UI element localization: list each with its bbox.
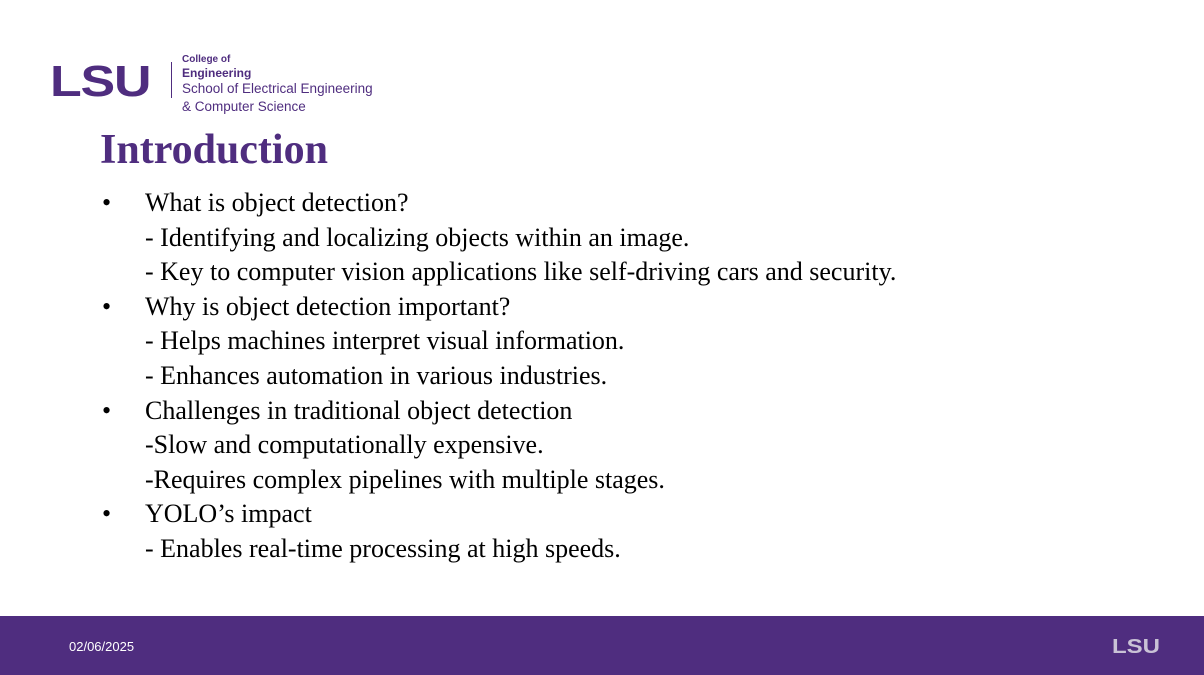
bullet-icon: •: [102, 291, 112, 321]
bullet-sub: - Enables real-time processing at high speeds.: [145, 533, 621, 563]
list-item: [100, 186, 896, 290]
bullet-icon: •: [102, 499, 112, 529]
bullet-heading: YOLO’s impact: [145, 499, 312, 529]
logo-text: [182, 54, 373, 116]
college-of-label: College of: [182, 54, 231, 65]
bullet-list: [100, 186, 896, 567]
list-item: [100, 394, 896, 498]
logo-divider: [171, 62, 172, 98]
school-line-2: & Computer Science: [182, 99, 306, 114]
list-item: [100, 290, 896, 394]
bullet-sub: - Enhances automation in various industries.: [145, 360, 608, 390]
bullet-icon: •: [102, 395, 112, 425]
lsu-logo-mark: LSU: [50, 57, 151, 106]
footer-bar: [0, 616, 1204, 675]
list-item: [100, 497, 896, 566]
bullet-sub: - Helps machines interpret visual information.: [145, 326, 625, 356]
footer-lsu-logo: LSU: [1112, 636, 1160, 658]
bullet-sub: -Requires complex pipelines with multiple stages.: [145, 464, 665, 494]
slide-title: Introduction: [100, 127, 328, 173]
bullet-heading: What is object detection?: [145, 188, 409, 217]
bullet-icon: •: [102, 188, 112, 217]
bullet-sub: - Identifying and localizing objects within an image.: [145, 222, 690, 252]
bullet-heading: Why is object detection important?: [145, 291, 511, 321]
school-line-1: School of Electrical Engineering: [182, 81, 373, 96]
bullet-sub: - Key to computer vision applications like self-driving cars and security.: [145, 257, 897, 287]
engineering-label: Engineering: [182, 66, 252, 80]
bullet-heading: Challenges in traditional object detection: [145, 395, 573, 425]
footer-date: 02/06/2025: [69, 639, 135, 654]
bullet-sub: -Slow and computationally expensive.: [145, 430, 544, 460]
